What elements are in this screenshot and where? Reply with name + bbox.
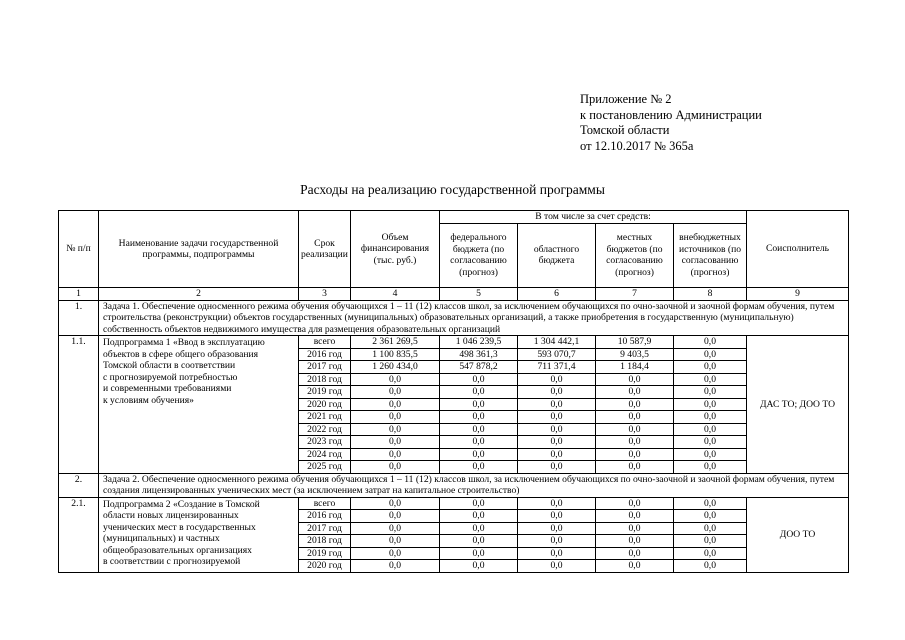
regional-cell: 0,0 xyxy=(518,448,596,461)
term-cell: 2022 год xyxy=(299,423,351,436)
term-cell: 2017 год xyxy=(299,522,351,535)
table-row xyxy=(59,336,849,349)
local-cell: 0,0 xyxy=(596,436,674,449)
term-cell: 2018 год xyxy=(299,535,351,548)
regional-cell: 0,0 xyxy=(518,510,596,523)
federal-cell: 0,0 xyxy=(440,423,518,436)
page-title: Расходы на реализацию государственной программы xyxy=(300,182,605,197)
extra-cell: 0,0 xyxy=(674,535,747,548)
regional-cell: 0,0 xyxy=(518,461,596,474)
federal-cell: 0,0 xyxy=(440,411,518,424)
term-cell: 2023 год xyxy=(299,436,351,449)
column-number: 3 xyxy=(299,288,351,301)
subprogram-name-line: Подпрограмма 2 «Создание в Томской xyxy=(103,498,260,510)
volume-cell: 0,0 xyxy=(351,522,440,535)
extra-cell: 0,0 xyxy=(674,348,747,361)
volume-cell: 0,0 xyxy=(351,423,440,436)
volume-cell: 2 361 269,5 xyxy=(351,336,440,349)
volume-cell: 0,0 xyxy=(351,510,440,523)
volume-cell: 1 100 835,5 xyxy=(351,348,440,361)
subprogram-name-line: к условиям обучения» xyxy=(103,394,194,406)
volume-cell: 1 260 434,0 xyxy=(351,361,440,374)
header-name: Наименование задачи государственной программы, подпрограммы xyxy=(99,211,299,288)
volume-cell: 0,0 xyxy=(351,398,440,411)
column-number: 4 xyxy=(351,288,440,301)
column-number: 8 xyxy=(674,288,747,301)
extra-cell: 0,0 xyxy=(674,510,747,523)
task-num: 2. xyxy=(59,473,99,497)
volume-cell: 0,0 xyxy=(351,497,440,510)
federal-cell: 0,0 xyxy=(440,535,518,548)
task-text: Задача 2. Обеспечение односменного режима обучения обучающихся 1 – 11 (12) классов школ, за исключением обучающихся по очно-заочной и заочной формам обучения, путем создания лицензированных ученических мест (за исключением затрат на капитальное строительство) xyxy=(99,473,849,497)
term-cell: 2021 год xyxy=(299,411,351,424)
header-num: № п/п xyxy=(59,211,99,288)
term-cell: 2018 год xyxy=(299,373,351,386)
federal-cell: 0,0 xyxy=(440,386,518,399)
subprogram-name-line: (муниципальных) и частных xyxy=(103,533,220,544)
term-cell: 2019 год xyxy=(299,386,351,399)
header-including: В том числе за счет средств: xyxy=(440,211,747,224)
subprogram-2 xyxy=(59,497,849,572)
federal-cell: 0,0 xyxy=(440,560,518,573)
local-cell: 0,0 xyxy=(596,560,674,573)
subprogram-name xyxy=(99,497,299,572)
subprogram-name-line: ученических мест в государственных xyxy=(103,521,256,533)
local-cell: 1 184,4 xyxy=(596,361,674,374)
term-cell: 2019 год xyxy=(299,547,351,560)
term-cell: всего xyxy=(299,336,351,349)
extra-cell: 0,0 xyxy=(674,373,747,386)
federal-cell: 0,0 xyxy=(440,461,518,474)
volume-cell: 0,0 xyxy=(351,448,440,461)
regional-cell: 1 304 442,1 xyxy=(518,336,596,349)
volume-cell: 0,0 xyxy=(351,373,440,386)
extra-cell: 0,0 xyxy=(674,336,747,349)
term-cell: 2016 год xyxy=(299,510,351,523)
federal-cell: 0,0 xyxy=(440,373,518,386)
federal-cell: 0,0 xyxy=(440,522,518,535)
header-term: Срок реализации xyxy=(299,211,351,288)
header-extra: внебюджетных источников (по согласованию (прогноз) xyxy=(674,223,747,288)
term-cell: 2020 год xyxy=(299,398,351,411)
regional-cell: 0,0 xyxy=(518,373,596,386)
term-cell: всего xyxy=(299,497,351,510)
subprogram-num: 2.1. xyxy=(59,497,99,572)
extra-cell: 0,0 xyxy=(674,436,747,449)
extra-cell: 0,0 xyxy=(674,461,747,474)
extra-cell: 0,0 xyxy=(674,386,747,399)
task-row xyxy=(59,300,849,336)
subprogram-name-line: области новых лицензированных xyxy=(103,510,239,521)
term-cell: 2024 год xyxy=(299,448,351,461)
local-cell: 0,0 xyxy=(596,448,674,461)
local-cell: 0,0 xyxy=(596,398,674,411)
federal-cell: 498 361,3 xyxy=(440,348,518,361)
subprogram-num: 1.1. xyxy=(59,336,99,474)
federal-cell: 0,0 xyxy=(440,547,518,560)
subprogram-name-line: Подпрограмма 1 «Ввод в эксплуатацию xyxy=(103,337,265,348)
extra-cell: 0,0 xyxy=(674,411,747,424)
extra-cell: 0,0 xyxy=(674,497,747,510)
subprogram-name-line: Томской области в соответствии xyxy=(103,360,236,371)
volume-cell: 0,0 xyxy=(351,461,440,474)
federal-cell: 0,0 xyxy=(440,436,518,449)
regional-cell: 0,0 xyxy=(518,436,596,449)
expenses-table xyxy=(58,210,849,573)
local-cell: 0,0 xyxy=(596,411,674,424)
column-number: 2 xyxy=(99,288,299,301)
subprogram-1 xyxy=(59,336,849,474)
appendix-line: к постановлению Администрации xyxy=(580,107,762,122)
subprogram-name xyxy=(99,336,299,474)
volume-cell: 0,0 xyxy=(351,436,440,449)
volume-cell: 0,0 xyxy=(351,386,440,399)
regional-cell: 0,0 xyxy=(518,560,596,573)
extra-cell: 0,0 xyxy=(674,398,747,411)
local-cell: 10 587,9 xyxy=(596,336,674,349)
extra-cell: 0,0 xyxy=(674,361,747,374)
local-cell: 0,0 xyxy=(596,522,674,535)
volume-cell: 0,0 xyxy=(351,535,440,548)
extra-cell: 0,0 xyxy=(674,547,747,560)
local-cell: 0,0 xyxy=(596,547,674,560)
regional-cell: 0,0 xyxy=(518,535,596,548)
local-cell: 0,0 xyxy=(596,423,674,436)
volume-cell: 0,0 xyxy=(351,560,440,573)
local-cell: 0,0 xyxy=(596,510,674,523)
appendix-block xyxy=(580,92,762,154)
regional-cell: 0,0 xyxy=(518,411,596,424)
column-number: 7 xyxy=(596,288,674,301)
coexecutor-cell: ДАС ТО; ДОО ТО xyxy=(747,336,849,474)
term-cell: 2016 год xyxy=(299,348,351,361)
subprogram-name-line: с прогнозируемой потребностью xyxy=(103,371,238,383)
column-number: 6 xyxy=(518,288,596,301)
task-num: 1. xyxy=(59,300,99,336)
header-local: местных бюджетов (по согласованию (прогноз) xyxy=(596,223,674,288)
term-cell: 2017 год xyxy=(299,361,351,374)
volume-cell: 0,0 xyxy=(351,411,440,424)
federal-cell: 0,0 xyxy=(440,398,518,411)
column-number: 1 xyxy=(59,288,99,301)
regional-cell: 711 371,4 xyxy=(518,361,596,374)
extra-cell: 0,0 xyxy=(674,423,747,436)
regional-cell: 0,0 xyxy=(518,386,596,399)
extra-cell: 0,0 xyxy=(674,560,747,573)
subprogram-name-line: объектов в сфере общего образования xyxy=(103,348,259,360)
header-federal: федерального бюджета (по согласованию (прогноз) xyxy=(440,223,518,288)
federal-cell: 1 046 239,5 xyxy=(440,336,518,349)
task-row xyxy=(59,473,849,497)
local-cell: 9 403,5 xyxy=(596,348,674,361)
regional-cell: 0,0 xyxy=(518,522,596,535)
local-cell: 0,0 xyxy=(596,461,674,474)
table-row xyxy=(59,497,849,510)
federal-cell: 0,0 xyxy=(440,448,518,461)
local-cell: 0,0 xyxy=(596,373,674,386)
regional-cell: 0,0 xyxy=(518,547,596,560)
local-cell: 0,0 xyxy=(596,535,674,548)
extra-cell: 0,0 xyxy=(674,448,747,461)
term-cell: 2020 год xyxy=(299,560,351,573)
subprogram-name-line: в соответствии с прогнозируемой xyxy=(103,556,241,567)
column-number: 5 xyxy=(440,288,518,301)
extra-cell: 0,0 xyxy=(674,522,747,535)
subprogram-name-line: общеобразовательных организациях xyxy=(103,544,252,556)
regional-cell: 0,0 xyxy=(518,398,596,411)
regional-cell: 0,0 xyxy=(518,423,596,436)
term-cell: 2025 год xyxy=(299,461,351,474)
header-volume: Объем финансирования (тыс. руб.) xyxy=(351,211,440,288)
subprogram-name-line: и современными требованиями xyxy=(103,383,232,394)
regional-cell: 593 070,7 xyxy=(518,348,596,361)
appendix-line: от 12.10.2017 № 365а xyxy=(580,138,694,153)
local-cell: 0,0 xyxy=(596,497,674,510)
appendix-line: Томской области xyxy=(580,123,670,137)
header-regional: областного бюджета xyxy=(518,223,596,288)
regional-cell: 0,0 xyxy=(518,497,596,510)
column-number-row xyxy=(59,288,849,301)
local-cell: 0,0 xyxy=(596,386,674,399)
federal-cell: 0,0 xyxy=(440,497,518,510)
coexecutor-cell: ДОО ТО xyxy=(747,497,849,572)
federal-cell: 0,0 xyxy=(440,510,518,523)
appendix-line: Приложение № 2 xyxy=(580,92,672,106)
column-number: 9 xyxy=(747,288,849,301)
volume-cell: 0,0 xyxy=(351,547,440,560)
header-coexecutor: Соисполнитель xyxy=(747,211,849,288)
header-row xyxy=(59,211,849,224)
task-text: Задача 1. Обеспечение односменного режима обучения обучающихся 1 – 11 (12) классов школ, за исключением обучающихся по очно-заочной и заочной формам обучения, путем строительства (реконструкции) объектов государственных (муниципальных) образовательных организаций, а также приобретения в государственную (муниципальную) собственность объектов недвижимого имущества для размещения образовательных организаций xyxy=(99,300,849,336)
federal-cell: 547 878,2 xyxy=(440,361,518,374)
